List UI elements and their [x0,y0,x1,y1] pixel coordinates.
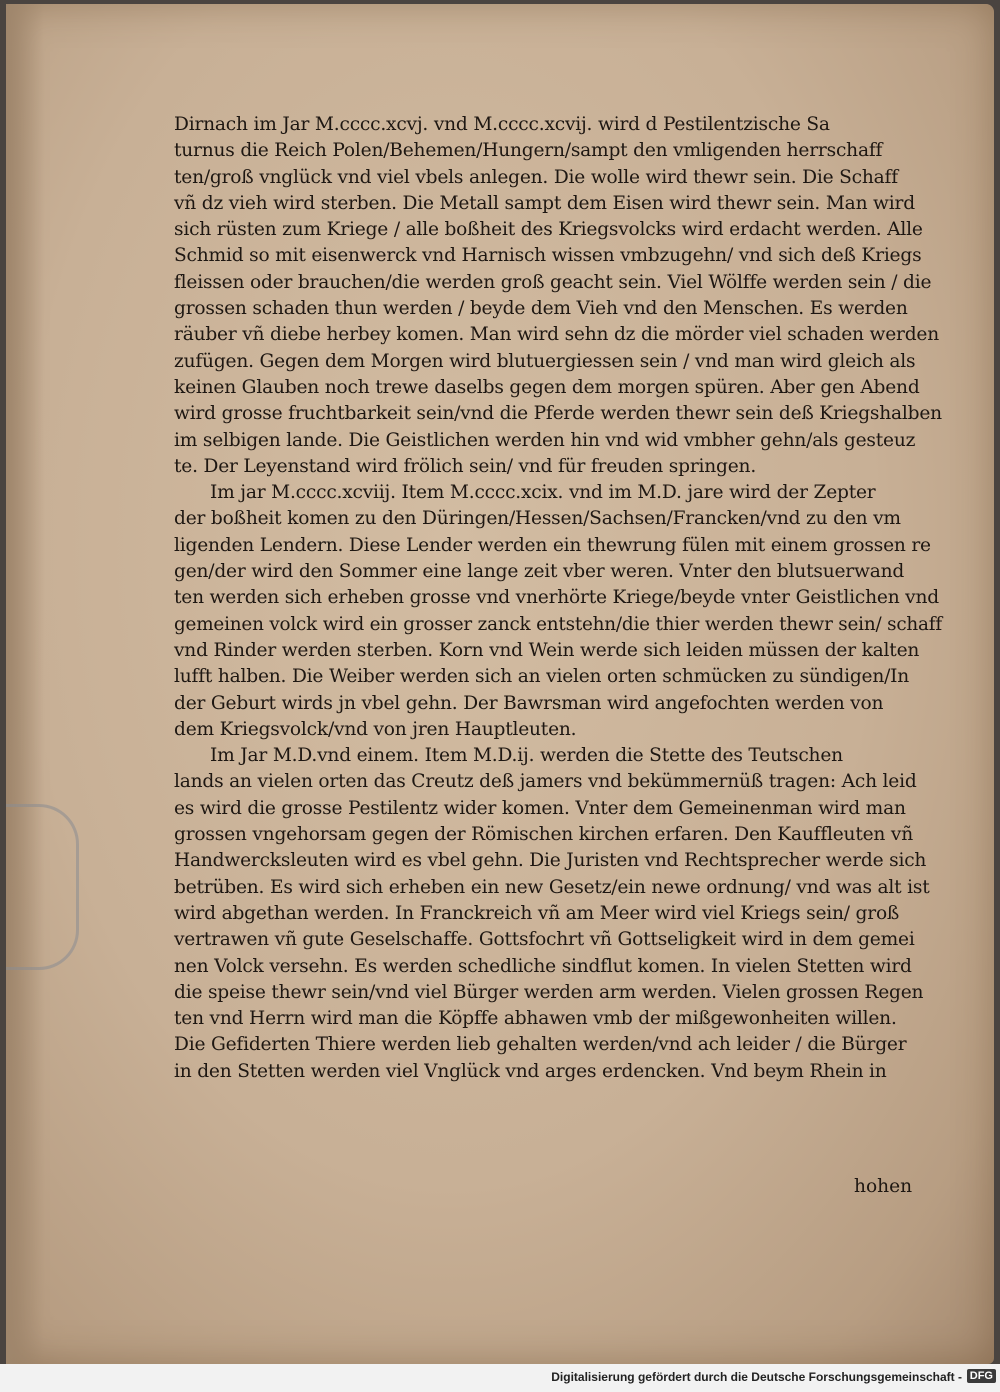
text-line: ten vnd Herrn wird man die Köpffe abhawen vmb der mißgewonheiten willen. [174,1008,897,1030]
body-text [174,112,942,1085]
text-line: te. Der Leyenstand wird frölich sein/ vnd für freuden springen. [174,455,757,477]
text-line: vnd Rinder werden sterben. Korn vnd Wein werde sich leiden müssen der kalten [174,639,920,661]
document-page [6,4,994,1364]
text-line: Dirnach im Jar M.cccc.xcvj. vnd M.cccc.xcvij. wird d Pestilentzische Sa [174,114,830,135]
text-line: Schmid so mit eisenwerck vnd Harnisch wissen vmbzugehn/ vnd sich deß Kriegs [174,245,922,267]
text-line: Im Jar M.D.vnd einem. Item M.D.ij. werden die Stette des Teutschen [210,745,843,767]
text-line: zufügen. Gegen dem Morgen wird blutuergiessen sein / vnd man wird gleich als [174,350,916,372]
catchword: hohen [854,1176,913,1197]
dfg-logo: DFG [967,1369,996,1383]
text-line: turnus die Reich Polen/Behemen/Hungern/sampt den vmligenden herrschaff [174,140,883,162]
text-line: wird abgethan werden. In Franckreich vñ am Meer wird viel Kriegs sein/ groß [174,902,900,924]
text-line: Im jar M.cccc.xcviij. Item M.cccc.xcix. vnd im M.D. jare wird der Zepter [210,482,876,504]
funding-notice: Digitalisierung gefördert durch die Deutsche Forschungsgemeinschaft - [551,1370,962,1384]
text-line: sich rüsten zum Kriege / alle boßheit des Kriegsvolcks wird erdacht werden. Alle [174,219,923,241]
text-line: der Geburt wirds jn vbel gehn. Der Bawrsman wird angefochten werden von [174,692,884,714]
text-line: Die Gefiderten Thiere werden lieb gehalten werden/vnd ach leider / die Bürger [174,1034,907,1056]
footer-bar [0,1364,1000,1392]
text-line: ligenden Lendern. Diese Lender werden ein thewrung fülen mit einem grossen re [174,534,931,556]
paper-clip-mark [6,804,79,970]
text-line: die speise thewr sein/vnd viel Bürger werden arm werden. Vielen grossen Regen [174,981,924,1003]
text-line: betrüben. Es wird sich erheben ein new Gesetz/ein newe ordnung/ vnd was alt ist [174,876,930,898]
text-line: wird grosse fruchtbarkeit sein/vnd die Pferde werden thewr sein deß Kriegshalben [174,403,942,425]
text-line: Handwercksleuten wird es vbel gehn. Die Juristen vnd Rechtsprecher werde sich [174,850,927,872]
text-line: der boßheit komen zu den Düringen/Hessen/Sachsen/Francken/vnd zu den vm [174,508,901,530]
text-line: räuber vñ diebe herbey komen. Man wird sehn dz die mörder viel schaden werden [174,324,939,346]
page-edge-shadow [6,4,44,1364]
text-line: ten/groß vnglück vnd viel vbels anlegen. Die wolle wird thewr sein. Die Schaff [174,166,898,188]
text-line: in den Stetten werden viel Vnglück vnd arges erdencken. Vnd beym Rhein in [174,1060,887,1082]
text-line: vertrawen vñ gute Geselschaffe. Gottsfochrt vñ Gottseligkeit wird in dem gemei [174,929,915,951]
text-line: ten werden sich erheben grosse vnd vnerhörte Kriege/beyde vnter Geistlichen vnd [174,587,939,609]
text-line: grossen schaden thun werden / beyde dem Vieh vnd den Menschen. Es werden [174,298,908,320]
text-line: keinen Glauben noch trewe daselbs gegen dem morgen spüren. Aber gen Abend [174,376,920,398]
text-line: grossen vngehorsam gegen der Römischen kirchen erfaren. Den Kauffleuten vñ [174,824,913,846]
text-line: gemeinen volck wird ein grosser zanck entstehn/die thier werden thewr sein/ schaff [174,613,942,635]
text-line: lufft halben. Die Weiber werden sich an vielen orten schmücken zu sündigen/In [174,666,910,688]
text-line: dem Kriegsvolck/vnd von jren Hauptleuten. [174,718,577,740]
text-line: im selbigen lande. Die Geistlichen werden hin vnd wid vmbher gehn/als gesteuz [174,429,916,451]
text-line: gen/der wird den Sommer eine lange zeit vber weren. Vnter den blutsuerwand [174,561,905,583]
text-line: nen Volck versehn. Es werden schedliche sindflut komen. In vielen Stetten wird [174,955,912,977]
text-line: lands an vielen orten das Creutz deß jamers vnd bekümmernüß tragen: Ach leid [174,771,917,793]
text-line: fleissen oder brauchen/die werden groß geacht sein. Viel Wölffe werden sein / die [174,271,932,293]
text-line: es wird die grosse Pestilentz wider komen. Vnter dem Gemeinenman wird man [174,797,906,819]
text-line: vñ dz vieh wird sterben. Die Metall sampt dem Eisen wird thewr sein. Man wird [174,192,915,214]
